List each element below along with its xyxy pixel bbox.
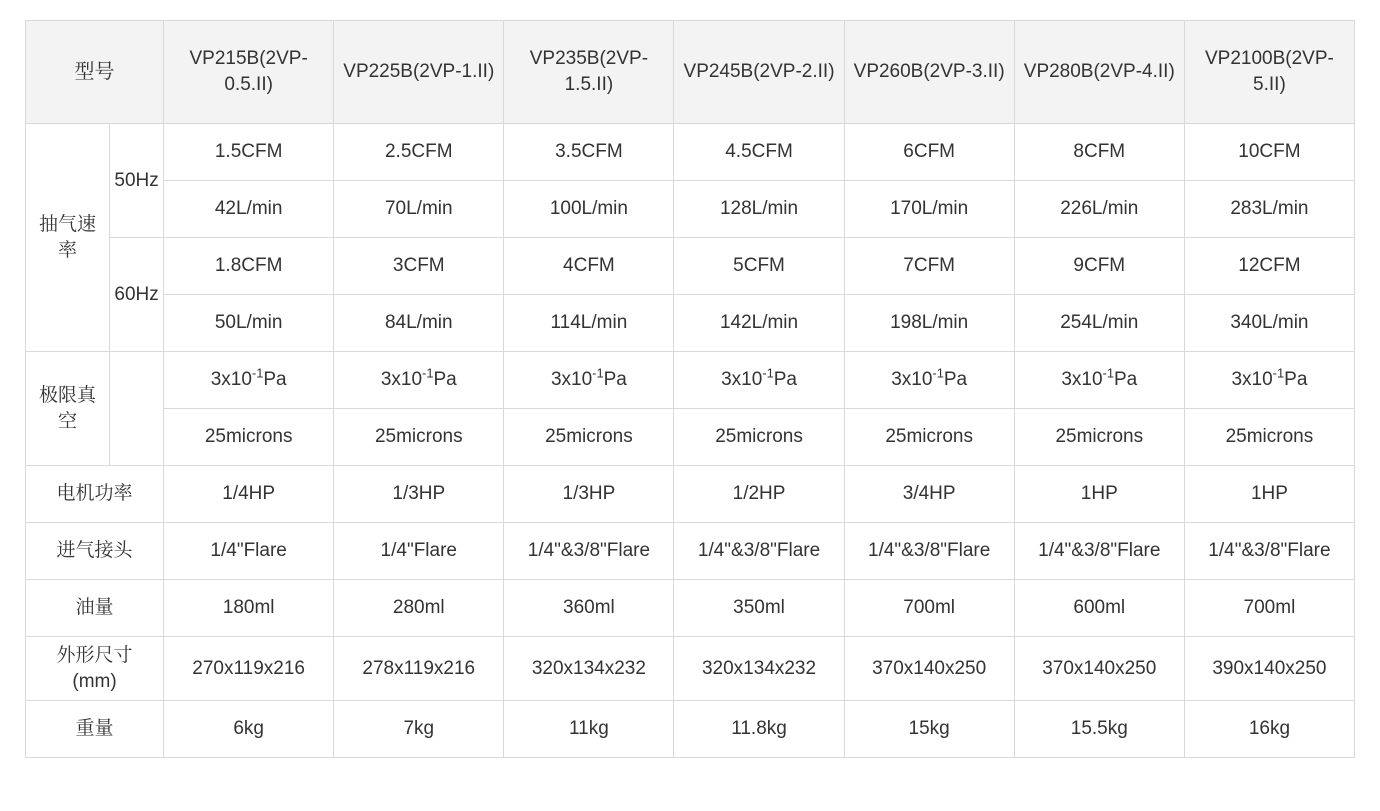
cell-vacuumpa-4 <box>844 352 1014 409</box>
cell-speed60lmin-4: 198L/min <box>844 295 1014 352</box>
header-model-5: VP280B(2VP-4.II) <box>1014 21 1184 124</box>
header-model-2: VP235B(2VP-1.5.II) <box>504 21 674 124</box>
cell-vacuumpa-0 <box>164 352 334 409</box>
vacuum-prefix: 3x10 <box>1231 369 1273 391</box>
row-label-inlet: 进气接头 <box>26 523 164 580</box>
table-header <box>26 21 1355 124</box>
vacuum-prefix: 3x10 <box>210 369 252 391</box>
vacuum-unit: Pa <box>1114 369 1138 391</box>
cell-inlet-2: 1/4"&3/8"Flare <box>504 523 674 580</box>
table-row <box>26 409 1355 466</box>
cell-speed50lmin-1: 70L/min <box>334 181 504 238</box>
cell-vacuumpa-2 <box>504 352 674 409</box>
cell-speed60cfm-0: 1.8CFM <box>164 238 334 295</box>
cell-speed50lmin-0: 42L/min <box>164 181 334 238</box>
cell-weight-3: 11.8kg <box>674 701 844 758</box>
cell-weight-2: 11kg <box>504 701 674 758</box>
cell-vacuumpa-3 <box>674 352 844 409</box>
vacuum-prefix: 3x10 <box>721 369 763 391</box>
cell-inlet-1: 1/4"Flare <box>334 523 504 580</box>
row-label-oil: 油量 <box>26 580 164 637</box>
table-row <box>26 637 1355 701</box>
vacuum-exponent: -1 <box>251 365 264 381</box>
cell-speed60cfm-3: 5CFM <box>674 238 844 295</box>
table-row <box>26 580 1355 637</box>
cell-oil-4: 700ml <box>844 580 1014 637</box>
cell-dimension-0: 270x119x216 <box>164 637 334 701</box>
cell-oil-5: 600ml <box>1014 580 1184 637</box>
cell-weight-1: 7kg <box>334 701 504 758</box>
table-row <box>26 124 1355 181</box>
cell-weight-0: 6kg <box>164 701 334 758</box>
cell-inlet-6: 1/4"&3/8"Flare <box>1184 523 1354 580</box>
cell-motorpower-3: 1/2HP <box>674 466 844 523</box>
cell-motorpower-0: 1/4HP <box>164 466 334 523</box>
cell-speed50cfm-4: 6CFM <box>844 124 1014 181</box>
cell-vacuumpa-1 <box>334 352 504 409</box>
cell-vacuummicrons-1: 25microns <box>334 409 504 466</box>
cell-speed50lmin-3: 128L/min <box>674 181 844 238</box>
cell-speed60cfm-5: 9CFM <box>1014 238 1184 295</box>
cell-speed60lmin-3: 142L/min <box>674 295 844 352</box>
cell-dimension-5: 370x140x250 <box>1014 637 1184 701</box>
cell-vacuummicrons-3: 25microns <box>674 409 844 466</box>
vacuum-unit: Pa <box>603 369 627 391</box>
header-model-0: VP215B(2VP-0.5.II) <box>164 21 334 124</box>
cell-dimension-3: 320x134x232 <box>674 637 844 701</box>
cell-speed60cfm-6: 12CFM <box>1184 238 1354 295</box>
sub-label-60hz: 60Hz <box>110 238 164 352</box>
vacuum-prefix: 3x10 <box>891 369 933 391</box>
table-row <box>26 352 1355 409</box>
cell-speed50lmin-2: 100L/min <box>504 181 674 238</box>
cell-motorpower-4: 3/4HP <box>844 466 1014 523</box>
header-model: 型号 <box>26 21 164 124</box>
table-row <box>26 295 1355 352</box>
vacuum-exponent: -1 <box>1102 365 1114 381</box>
cell-dimension-2: 320x134x232 <box>504 637 674 701</box>
vacuum-exponent: -1 <box>932 365 944 381</box>
cell-speed50cfm-3: 4.5CFM <box>674 124 844 181</box>
cell-oil-2: 360ml <box>504 580 674 637</box>
vacuum-unit: Pa <box>943 369 968 391</box>
vacuum-unit: Pa <box>1284 369 1308 391</box>
cell-speed60lmin-0: 50L/min <box>164 295 334 352</box>
cell-speed60lmin-5: 254L/min <box>1014 295 1184 352</box>
row-label-pumping-speed: 抽气速率 <box>26 124 110 352</box>
table-row <box>26 523 1355 580</box>
table-row <box>26 466 1355 523</box>
table-row <box>26 238 1355 295</box>
vacuum-unit: Pa <box>433 369 457 391</box>
table-row <box>26 701 1355 758</box>
cell-speed60cfm-4: 7CFM <box>844 238 1014 295</box>
table-row <box>26 181 1355 238</box>
dimension-label-line2: (mm) <box>72 670 117 692</box>
cell-oil-1: 280ml <box>334 580 504 637</box>
cell-speed60lmin-1: 84L/min <box>334 295 504 352</box>
vacuum-prefix: 3x10 <box>550 369 593 391</box>
cell-vacuumpa-5 <box>1014 352 1184 409</box>
cell-speed50cfm-5: 8CFM <box>1014 124 1184 181</box>
cell-vacuummicrons-6: 25microns <box>1184 409 1354 466</box>
row-label-weight: 重量 <box>26 701 164 758</box>
sub-label-vacuum-empty <box>110 352 164 466</box>
cell-motorpower-2: 1/3HP <box>504 466 674 523</box>
cell-speed60lmin-2: 114L/min <box>504 295 674 352</box>
cell-oil-3: 350ml <box>674 580 844 637</box>
cell-speed60lmin-6: 340L/min <box>1184 295 1354 352</box>
specification-table <box>25 20 1355 758</box>
sub-label-50hz: 50Hz <box>110 124 164 238</box>
cell-inlet-5: 1/4"&3/8"Flare <box>1014 523 1184 580</box>
row-label-ultimate-vacuum: 极限真空 <box>26 352 110 466</box>
cell-vacuumpa-6 <box>1184 352 1354 409</box>
cell-weight-4: 15kg <box>844 701 1014 758</box>
cell-speed50cfm-2: 3.5CFM <box>504 124 674 181</box>
cell-motorpower-5: 1HP <box>1014 466 1184 523</box>
cell-dimension-1: 278x119x216 <box>334 637 504 701</box>
vacuum-prefix: 3x10 <box>1061 369 1103 391</box>
vacuum-exponent: -1 <box>422 365 434 381</box>
cell-motorpower-6: 1HP <box>1184 466 1354 523</box>
cell-speed60cfm-2: 4CFM <box>504 238 674 295</box>
header-row <box>26 21 1355 124</box>
cell-weight-5: 15.5kg <box>1014 701 1184 758</box>
cell-weight-6: 16kg <box>1184 701 1354 758</box>
cell-inlet-0: 1/4"Flare <box>164 523 334 580</box>
cell-vacuummicrons-5: 25microns <box>1014 409 1184 466</box>
cell-speed50cfm-0: 1.5CFM <box>164 124 334 181</box>
vacuum-unit: Pa <box>773 369 797 391</box>
cell-speed50cfm-6: 10CFM <box>1184 124 1354 181</box>
table-body <box>26 124 1355 758</box>
cell-dimension-4: 370x140x250 <box>844 637 1014 701</box>
cell-dimension-6: 390x140x250 <box>1184 637 1354 701</box>
cell-speed50lmin-4: 170L/min <box>844 181 1014 238</box>
vacuum-exponent: -1 <box>762 365 774 381</box>
row-label-motor-power: 电机功率 <box>26 466 164 523</box>
cell-inlet-3: 1/4"&3/8"Flare <box>674 523 844 580</box>
cell-speed50lmin-5: 226L/min <box>1014 181 1184 238</box>
cell-vacuummicrons-4: 25microns <box>844 409 1014 466</box>
vacuum-exponent: -1 <box>592 365 604 381</box>
cell-speed50lmin-6: 283L/min <box>1184 181 1354 238</box>
row-label-dimension <box>26 637 164 701</box>
cell-speed50cfm-1: 2.5CFM <box>334 124 504 181</box>
cell-vacuummicrons-0: 25microns <box>164 409 334 466</box>
vacuum-prefix: 3x10 <box>380 369 423 391</box>
header-model-1: VP225B(2VP-1.II) <box>334 21 504 124</box>
cell-oil-0: 180ml <box>164 580 334 637</box>
cell-speed60cfm-1: 3CFM <box>334 238 504 295</box>
header-model-4: VP260B(2VP-3.II) <box>844 21 1014 124</box>
cell-inlet-4: 1/4"&3/8"Flare <box>844 523 1014 580</box>
cell-oil-6: 700ml <box>1184 580 1354 637</box>
cell-vacuummicrons-2: 25microns <box>504 409 674 466</box>
cell-motorpower-1: 1/3HP <box>334 466 504 523</box>
dimension-label-line1: 外形尺寸 <box>56 645 133 666</box>
vacuum-exponent: -1 <box>1272 365 1285 381</box>
header-model-6: VP2100B(2VP-5.II) <box>1184 21 1354 124</box>
header-model-3: VP245B(2VP-2.II) <box>674 21 844 124</box>
vacuum-unit: Pa <box>263 369 287 391</box>
